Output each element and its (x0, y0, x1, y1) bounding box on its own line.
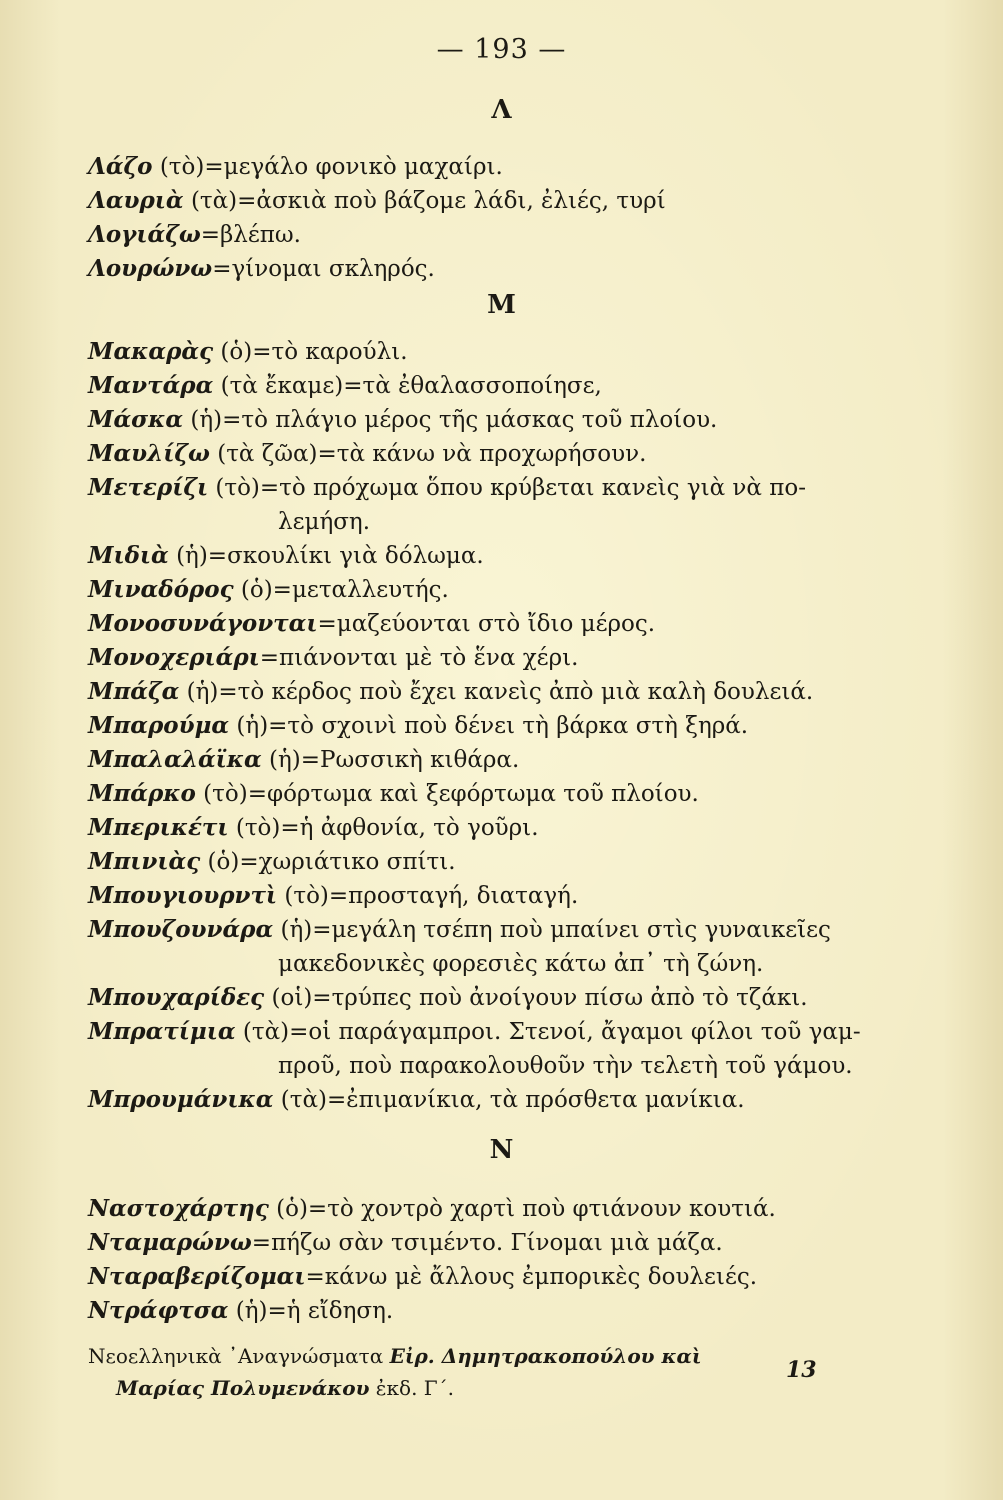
entry-definition: (ἡ)=σκουλίκι γιὰ δόλωμα. (168, 543, 484, 569)
entry-term: Μονοχεριάρι (88, 644, 260, 671)
entry-definition: =μαζεύονται στὸ ἴδιο μέρος. (317, 611, 656, 637)
entry-definition: (οἱ)=τρύπες ποὺ ἀνοίγουν πίσω ἀπὸ τὸ τζάκι. (264, 985, 808, 1011)
entry-term: Μακαρὰς (88, 338, 214, 365)
footer-line-1 (88, 1340, 848, 1372)
glossary-entry (88, 252, 848, 286)
glossary-entry (88, 184, 848, 218)
entry-definition: (ἡ)=τὸ σχοινὶ ποὺ δένει τὴ βάρκα στὴ ξηρά. (229, 713, 749, 739)
glossary-entry (88, 218, 848, 252)
entry-term: Λογιάζω (88, 221, 201, 248)
signature-number: 13 (786, 1357, 817, 1383)
entry-definition: (τὸ)=φόρτωμα καὶ ξεφόρτωμα τοῦ πλοίου. (195, 781, 699, 807)
entry-term: Μπινιὰς (88, 848, 201, 875)
entry-term: Μονοσυνάγονται (88, 610, 318, 637)
entry-definition: (τὰ)=οἱ παράγαμπροι. Στενοί, ἄγαμοι φίλοι τοῦ γαμ- (235, 1019, 861, 1045)
glossary-section-nu (88, 1192, 848, 1328)
entry-term: Λαυριὰ (88, 187, 184, 214)
glossary-entry (88, 1226, 848, 1260)
entry-definition: (ὁ)=χωριάτικο σπίτι. (200, 849, 456, 875)
glossary-entry (88, 1083, 848, 1117)
entry-term: Μπρουμάνικα (88, 1086, 274, 1113)
entry-definition: =πιάνονται μὲ τὸ ἕνα χέρι. (259, 645, 579, 671)
entry-term: Μπάζα (88, 678, 180, 705)
footer-source: Νεοελληνικὰ ᾽Αναγνώσματα (88, 1344, 390, 1368)
entry-continuation: λεμήση. (278, 509, 371, 535)
entry-definition: (τὸ)=ἡ ἀφθονία, τὸ γοῦρι. (228, 815, 539, 841)
glossary-entry (88, 709, 848, 743)
entry-term: Ναστοχάρτης (88, 1195, 269, 1222)
footer-line-2 (88, 1372, 848, 1404)
entry-term: Μπουζουνάρα (88, 916, 274, 943)
entry-term: Μπαρούμα (88, 712, 230, 739)
glossary-entry (88, 150, 848, 184)
entry-term: Μετερίζι (88, 474, 209, 501)
glossary-entry (88, 641, 848, 675)
glossary-entry (88, 879, 848, 913)
entry-term: Μαντάρα (88, 372, 214, 399)
entry-term: Λάζο (88, 153, 153, 180)
glossary-entry (88, 403, 848, 437)
entry-definition: (τὰ)=ἀσκιὰ ποὺ βάζομε λάδι, ἐλιές, τυρί (183, 188, 666, 214)
entry-term: Μάσκα (88, 406, 184, 433)
entry-definition: (τὸ)=μεγάλο φονικὸ μαχαίρι. (152, 154, 503, 180)
glossary-entry (88, 777, 848, 811)
glossary-section-mu (88, 335, 861, 1117)
glossary-entry (88, 471, 848, 539)
glossary-entry (88, 369, 848, 403)
entry-definition: =βλέπω. (200, 222, 301, 248)
footer-authors: Εἰρ. Δημητρακοπούλου καὶ (389, 1344, 702, 1368)
entry-term: Μπρατίμια (88, 1018, 236, 1045)
entry-term: Ντράφτσα (88, 1297, 229, 1324)
glossary-entry (88, 437, 848, 471)
footer-edition: ἐκδ. Γ΄. (369, 1376, 455, 1400)
glossary-entry (88, 1294, 848, 1328)
entry-definition: (ὁ)=τὸ χοντρὸ χαρτὶ ποὺ φτιάνουν κουτιά. (268, 1196, 776, 1222)
entry-term: Μιναδόρος (88, 576, 234, 603)
entry-definition: (τὰ ἔκαμε)=τὰ ἐθαλασσοποίησε, (213, 373, 602, 399)
entry-definition: (τὸ)=προσταγή, διαταγή. (277, 883, 579, 909)
entry-definition: (ἡ)=Ρωσσικὴ κιθάρα. (261, 747, 520, 773)
section-heading-lambda: Λ (491, 95, 512, 125)
glossary-entry (88, 573, 848, 607)
footer-attribution (88, 1340, 848, 1404)
entry-definition: (ὁ)=τὸ καρούλι. (213, 339, 408, 365)
entry-definition: (ὁ)=μεταλλευτής. (233, 577, 449, 603)
entry-continuation: μακεδονικὲς φορεσιὲς κάτω ἀπ᾿ τὴ ζώνη. (278, 951, 764, 977)
entry-definition: (ἡ)=ἡ εἴδηση. (228, 1298, 394, 1324)
entry-definition: =κάνω μὲ ἄλλους ἐμπορικὲς δουλειές. (305, 1264, 758, 1290)
glossary-section-lambda (88, 150, 848, 286)
glossary-entry (88, 981, 848, 1015)
entry-definition: (ἡ)=τὸ πλάγιο μέρος τῆς μάσκας τοῦ πλοίου. (183, 407, 718, 433)
entry-term: Μπουγιουρντὶ (88, 882, 278, 909)
entry-definition: =πήζω σὰν τσιμέντο. Γίνομαι μιὰ μάζα. (251, 1230, 723, 1256)
entry-term: Μπερικέτι (88, 814, 229, 841)
entry-term: Νταραβερίζομαι (88, 1263, 306, 1290)
glossary-entry (88, 743, 848, 777)
glossary-entry (88, 1015, 861, 1083)
section-heading-nu: Ν (489, 1135, 514, 1165)
entry-definition: (ἡ)=μεγάλη τσέπη ποὺ μπαίνει στὶς γυναικεῖες (273, 917, 831, 943)
glossary-entry (88, 607, 848, 641)
entry-definition: (τὸ)=τὸ πρόχωμα ὅπου κρύβεται κανεὶς γιὰ νὰ πο- (208, 475, 806, 501)
glossary-entry (88, 539, 848, 573)
entry-term: Μπαλαλάϊκα (88, 746, 262, 773)
page-number: — 193 — (436, 34, 567, 65)
footer-coauthor: Μαρίας Πολυμενάκου (116, 1376, 370, 1400)
entry-term: Νταμαρώνω (88, 1229, 252, 1256)
section-heading-mu: Μ (487, 290, 516, 320)
entry-definition: (τὰ ζῶα)=τὰ κάνω νὰ προχωρήσουν. (209, 441, 647, 467)
glossary-entry (88, 1260, 848, 1294)
entry-term: Μπουχαρίδες (88, 984, 265, 1011)
entry-term: Μαυλίζω (88, 440, 210, 467)
entry-term: Λουρώνω (88, 255, 213, 282)
glossary-entry (88, 845, 848, 879)
glossary-entry (88, 335, 848, 369)
entry-definition: (ἡ)=τὸ κέρδος ποὺ ἔχει κανεὶς ἀπὸ μιὰ καλὴ δουλειά. (179, 679, 814, 705)
entry-term: Μιδιὰ (88, 542, 169, 569)
glossary-entry (88, 913, 848, 981)
entry-definition: (τὰ)=ἐπιμανίκια, τὰ πρόσθετα μανίκια. (273, 1087, 745, 1113)
entry-continuation: προῦ, ποὺ παρακολουθοῦν τὴν τελετὴ τοῦ γάμου. (278, 1053, 853, 1079)
glossary-entry (88, 1192, 848, 1226)
glossary-entry (88, 811, 848, 845)
glossary-entry (88, 675, 848, 709)
entry-definition: =γίνομαι σκληρός. (212, 256, 435, 282)
entry-term: Μπάρκο (88, 780, 196, 807)
